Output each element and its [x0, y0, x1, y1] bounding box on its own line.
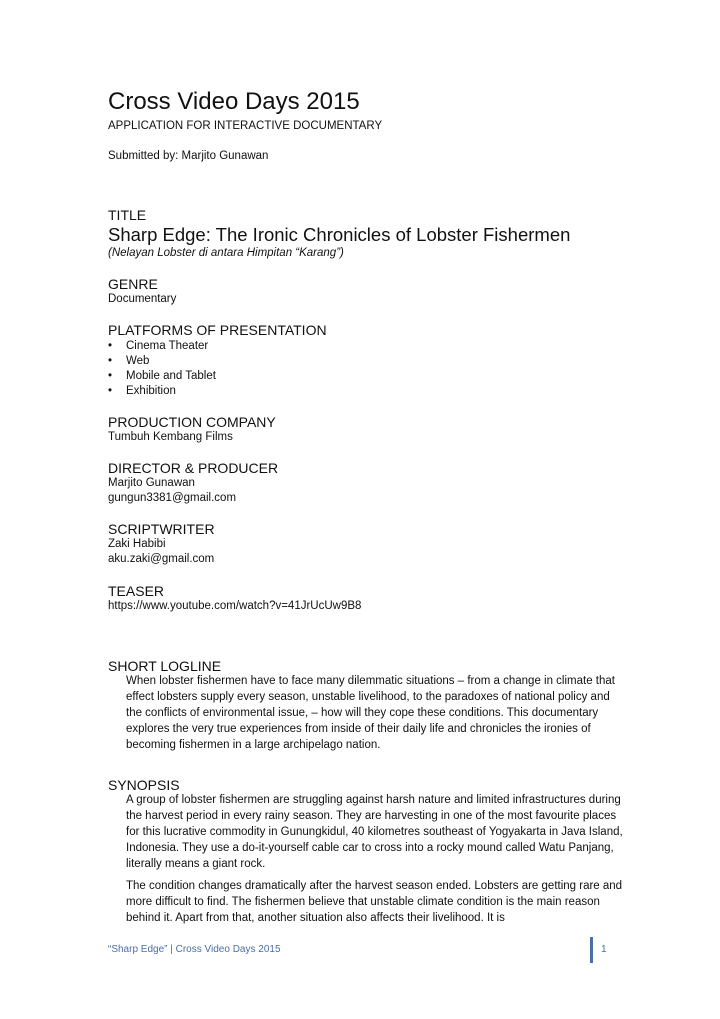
film-subtitle: (Nelayan Lobster di antara Himpitan “Karang”): [108, 247, 344, 259]
scriptwriter-heading: SCRIPTWRITER: [108, 521, 215, 537]
genre-value: Documentary: [108, 293, 177, 305]
footer-text: “Sharp Edge” | Cross Video Days 2015: [108, 944, 281, 955]
submitted-by: Submitted by: Marjito Gunawan: [108, 150, 269, 162]
company-heading: PRODUCTION COMPANY: [108, 414, 276, 430]
director-email: gungun3381@gmail.com: [108, 492, 237, 504]
list-item: • Mobile and Tablet: [108, 370, 216, 382]
synopsis-paragraph-2: The condition changes dramatically after the harvest season ended. Lobsters are getting rare and more difficult to find. The fishermen believe that unstable climate condition is the main reason behind it. Apart from that, another situation also affects their livelihood. It is: [126, 880, 623, 924]
film-title: Sharp Edge: The Ironic Chronicles of Lobster Fishermen: [108, 224, 571, 245]
platforms-heading: PLATFORMS OF PRESENTATION: [108, 322, 327, 338]
scriptwriter-name: Zaki Habibi: [108, 538, 166, 550]
page-number: 1: [601, 944, 607, 955]
director-name: Marjito Gunawan: [108, 477, 195, 489]
list-item: • Exhibition: [108, 385, 176, 397]
company-value: Tumbuh Kembang Films: [108, 431, 233, 443]
platforms-list: [108, 339, 216, 399]
teaser-heading: TEASER: [108, 583, 165, 599]
teaser-link: https://www.youtube.com/watch?v=41JrUcUw9B8: [108, 600, 362, 612]
logline-heading: SHORT LOGLINE: [108, 658, 222, 674]
title-heading: TITLE: [108, 207, 147, 223]
director-heading: DIRECTOR & PRODUCER: [108, 460, 279, 476]
list-item: • Web: [108, 355, 150, 367]
document-title: Cross Video Days 2015: [108, 88, 360, 115]
synopsis-paragraph-1: A group of lobster fishermen are struggling against harsh nature and limited infrastructures during the harvest period in every rainy season. They are harvesting in one of the most favourite places for this lucrative commodity in Gunungkidul, 40 kilometres southeast of Yogyakarta in Java Island, Indonesia. They use a do-it-yourself cable car to cross into a rocky mound called Watu Panjang, literally means a giant rock.: [126, 794, 623, 870]
list-item: • Cinema Theater: [108, 340, 209, 352]
synopsis-heading: SYNOPSIS: [108, 777, 180, 793]
logline-text: When lobster fishermen have to face many dilemmatic situations – from a change in climate that effect lobsters supply every season, unstable livelihood, to the paradoxes of national policy and the conflicts of environmental issue, – how will they cope these conditions. This documentary explores the very true experiences from inside of their daily life and chronicles the ironies of becoming fishermen in a large archipelago nation.: [126, 675, 615, 751]
genre-heading: GENRE: [108, 276, 158, 292]
application-label: APPLICATION FOR INTERACTIVE DOCUMENTARY: [108, 120, 383, 132]
scriptwriter-email: aku.zaki@gmail.com: [108, 553, 215, 565]
footer-divider: [590, 937, 593, 963]
